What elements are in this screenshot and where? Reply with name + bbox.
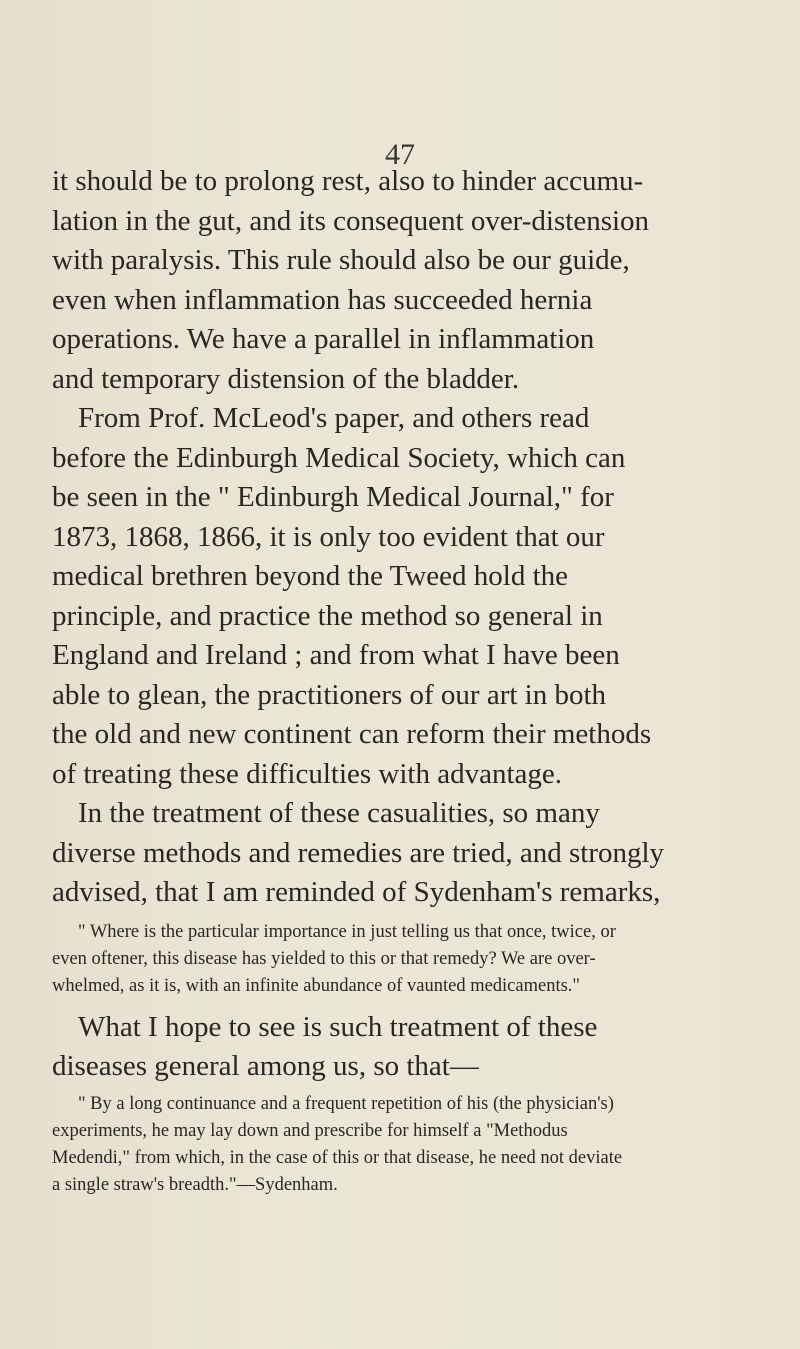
text-line: able to glean, the practitioners of our art in both [52,678,607,711]
text-line: principle, and practice the method so general in [52,599,603,632]
text-line: 1873, 1868, 1866, it is only too evident that our [52,520,605,553]
text-line: the old and new continent can reform their methods [52,718,652,750]
page-body [52,162,752,1199]
quote-line: experiments, he may lay down and prescribe for himself a "Methodus [52,1120,568,1141]
text-line: What I hope to see is such treatment of these [78,1010,598,1043]
text-line: diseases general among us, so that— [52,1050,479,1082]
text-line: lation in the gut, and its consequent over-distension [52,204,650,237]
text-line: From Prof. McLeod's paper, and others read [78,402,590,434]
page-number: 47 [385,138,415,171]
text-line: with paralysis. This rule should also be our guide, [52,244,630,276]
quote-line: Medendi," from which, in the case of this or that disease, he need not deviate [52,1147,623,1168]
quote-line: " Where is the particular importance in just telling us that once, twice, or [78,921,616,942]
text-line: before the Edinburgh Medical Society, which can [52,441,626,474]
text-line: be seen in the " Edinburgh Medical Journal," for [52,481,614,513]
text-line: diverse methods and remedies are tried, and strongly [52,836,665,869]
text-line: and temporary distension of the bladder. [52,362,520,395]
text-line: In the treatment of these casualities, so many [78,797,600,829]
quote-line: even oftener, this disease has yielded to this or that remedy? We are over- [52,948,596,969]
text-line: it should be to prolong rest, also to hinder accumu- [52,165,644,197]
text-line: England and Ireland ; and from what I have been [52,639,620,671]
text-line: advised, that I am reminded of Sydenham's remarks, [52,876,661,908]
text-line: even when inflammation has succeeded hernia [52,283,593,316]
text-line: medical brethren beyond the Tweed hold the [52,560,569,592]
quote-line: whelmed, as it is, with an infinite abundance of vaunted medicaments." [52,975,580,996]
text-line: operations. We have a parallel in inflammation [52,323,595,355]
quote-line: " By a long continuance and a frequent repetition of his (the physician's) [78,1093,614,1114]
quote-line: a single straw's breadth."—Sydenham. [52,1174,338,1195]
text-line: of treating these difficulties with advantage. [52,757,563,790]
